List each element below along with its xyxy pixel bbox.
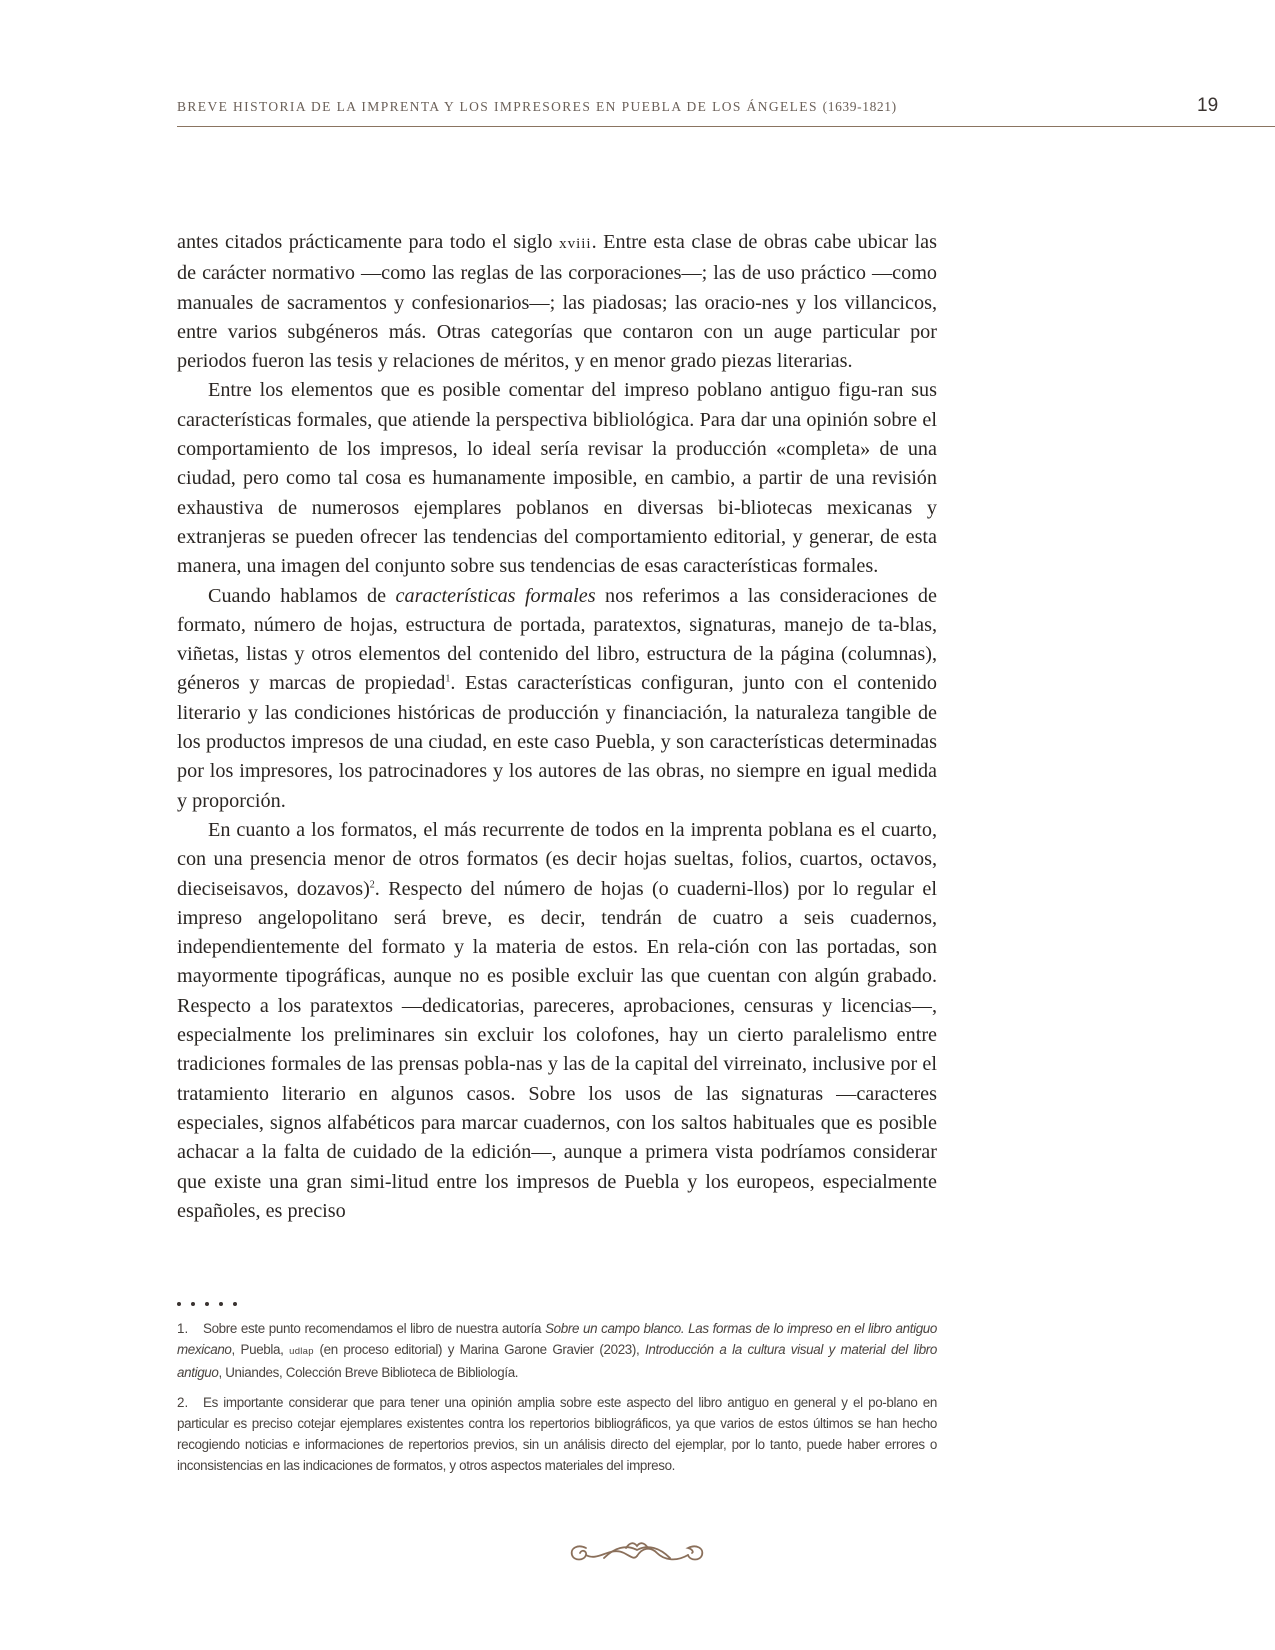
century-numeral: xviii bbox=[559, 236, 592, 252]
footnote-1-udlap: udlap bbox=[289, 1346, 314, 1357]
footnote-2 bbox=[177, 1392, 937, 1476]
page-number: 19 bbox=[1197, 95, 1219, 116]
paragraph-4-part-b: . Respecto del número de hojas (o cuaderni-llos) por lo regular el impreso angelopolitano será breve, es decir, tendrán de cuatro a seis cuadernos, independientemente del formato y la materia de estos. En rela-ción con las portadas, son mayormente tipográficas, aunque no es posible excluir las que cuentan con algún grabado. Respecto a los paratextos —dedicatorias, pareceres, aprobaciones, censuras y licencias—, especialmente los preliminares sin excluir los colofones, hay un cierto paralelismo entre tradiciones formales de las prensas pobla-nas y las de la capital del virreinato, inclusive por el tratamiento literario en algunos casos. Sobre los usos de las signaturas —caracteres especiales, signos alfabéticos para marcar cuadernos, con los saltos habituales que es posible achacar a la falta de cuidado de la edición—, aunque a primera vista podríamos considerar que existe una gran simi-litud entre los impresos de Puebla y los europeos, especialmente españoles, es preciso bbox=[177, 877, 937, 1222]
footnote-ref-1[interactable]: 1 bbox=[445, 673, 451, 685]
paragraph-1-part-a: antes citados prácticamente para todo el siglo bbox=[177, 231, 560, 253]
paragraph-3-part-b: nos referimos a las consideraciones de formato, número de hojas, estructura de portada, paratextos, signaturas, manejo de ta-blas, viñetas, listas y otros elementos del contenido del libro, estructura de la página (columnas), géneros y marcas de propiedad bbox=[177, 584, 937, 695]
footnote-1-number: 1. bbox=[177, 1321, 189, 1336]
footnote-1-part-d: , Uniandes, Colección Breve Biblioteca de Bibliología. bbox=[218, 1365, 519, 1380]
paragraph-4-part-a: En cuanto a los formatos, el más recurrente de todos en la imprenta poblana es el cuarto, con una presencia menor de otros formatos (es decir hojas sueltas, folios, cuartos, octavos, dieciseisavos, dozavos) bbox=[177, 818, 937, 900]
footnote-1-book-title: Sobre un campo blanco. Las formas de lo impreso en el libro antiguo mexicano bbox=[177, 1321, 938, 1357]
running-head-years: (1639-1821) bbox=[822, 99, 897, 114]
footnote-1-part-c: (en proceso editorial) y Marina Garone Gravier (2023), bbox=[313, 1342, 645, 1357]
flourish-ornament-icon bbox=[564, 1536, 710, 1570]
footnote-1-part-a: Sobre este punto recomendamos el libro de nuestra autoría bbox=[203, 1321, 546, 1336]
footnote-dots-icon bbox=[177, 1302, 257, 1310]
running-head bbox=[177, 99, 977, 115]
footnote-1-part-b: , Puebla, bbox=[231, 1342, 290, 1357]
footnotes bbox=[177, 1318, 937, 1485]
footnote-1 bbox=[177, 1318, 937, 1383]
paragraph-1-part-b: . Entre esta clase de obras cabe ubicar las de carácter normativo —como las reglas de las corporaciones—; las de uso práctico —como manuales de sacramentos y confesionarios—; las piadosas; las oracio-nes y los villancicos, entre varios subgéneros más. Otras categorías que contaron con un auge particular por periodos fueron las tesis y relaciones de méritos, y en menor grado piezas literarias. bbox=[177, 231, 937, 373]
paragraph-4 bbox=[177, 816, 937, 1226]
main-text bbox=[177, 228, 937, 1226]
emphasis-caracteristicas-formales: características formales bbox=[395, 584, 596, 607]
footnote-ref-2[interactable]: 2 bbox=[369, 878, 375, 890]
paragraph-3-part-c: . Estas características configuran, junto con el contenido literario y las condiciones históricas de producción y financiación, la naturaleza tangible de los productos impresos de una ciudad, en este caso Puebla, y son características determinadas por los impresores, los patrocinadores y los autores de las obras, no siempre en igual medida y proporción. bbox=[177, 672, 937, 812]
footnote-1-second-title: Introducción a la cultura visual y material del libro antiguo bbox=[177, 1342, 937, 1380]
paragraph-2: Entre los elementos que es posible comentar del impreso poblano antiguo figu-ran sus características formales, que atiende la perspectiva bibliológica. Para dar una opinión sobre el comportamiento de los impresos, lo ideal sería revisar la producción «completa» de una ciudad, pero como tal cosa es humanamente imposible, en cambio, a partir de una revisión exhaustiva de numerosos ejemplares poblanos en diversas bi-bliotecas mexicanas y extranjeras se pueden ofrecer las tendencias del comportamiento editorial, y generar, de esta manera, una imagen del conjunto sobre sus tendencias de esas características formales. bbox=[177, 379, 937, 578]
running-head-title: BREVE HISTORIA DE LA IMPRENTA Y LOS IMPRESORES EN PUEBLA DE LOS ÁNGELES bbox=[177, 99, 818, 114]
footnote-2-text: Es importante considerar que para tener una opinión amplia sobre este aspecto del libro antiguo en general y el po-blano en particular es preciso cotejar ejemplares existentes contra los repertorios bibliográficos, ya que varios de estos últimos se han hecho recogiendo noticias e informaciones de repertorios previos, sin un análisis directo del ejemplar, por lo tanto, puede haber errores o inconsistencias en las indicaciones de formatos, y otros aspectos materiales del impreso. bbox=[177, 1395, 937, 1473]
paragraph-3 bbox=[177, 582, 937, 816]
footnote-2-number: 2. bbox=[177, 1395, 189, 1410]
header-rule bbox=[177, 126, 1275, 127]
paragraph-1 bbox=[177, 228, 937, 376]
paragraph-3-part-a: Cuando hablamos de bbox=[208, 584, 396, 607]
